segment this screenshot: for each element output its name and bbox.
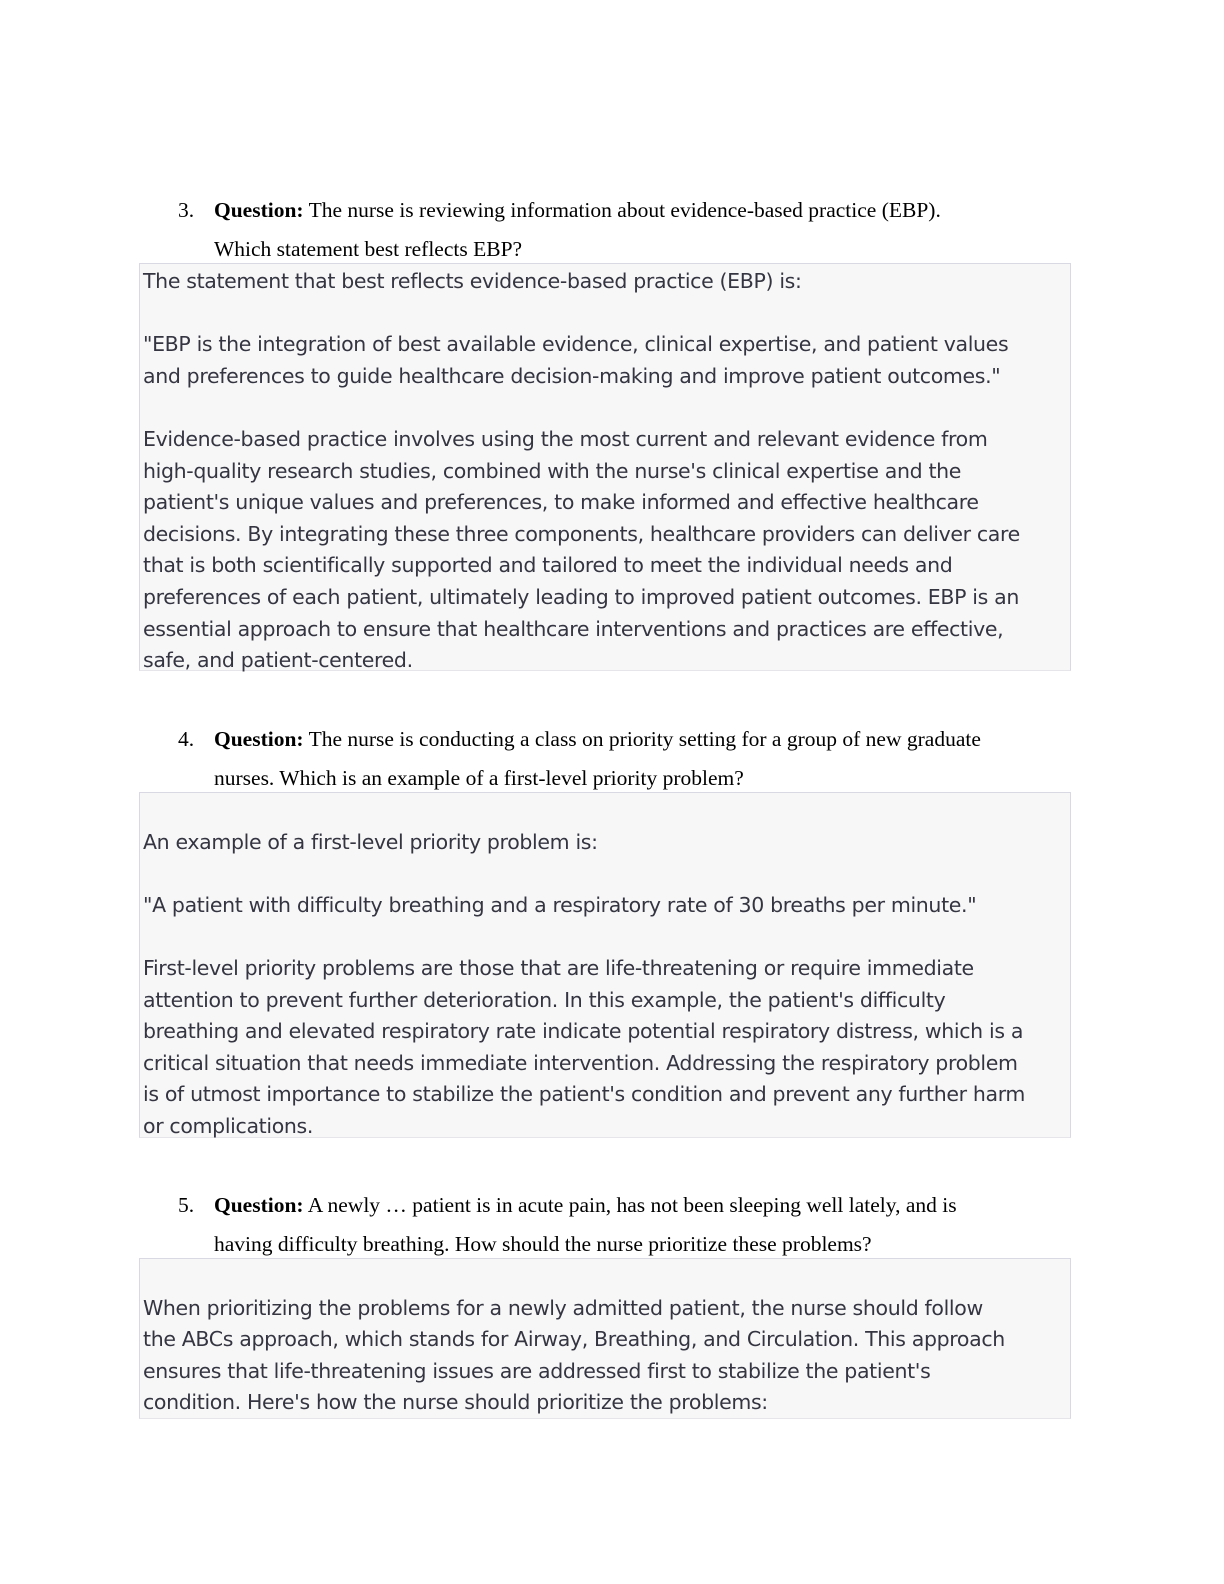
answer-line: When prioritizing the problems for a newly admitted patient, the nurse should follow [143, 1295, 983, 1320]
answer-line: breathing and elevated respiratory rate indicate potential respiratory distress, which is a [143, 1019, 1024, 1044]
answer-box-4 [139, 792, 1071, 1138]
question-text: The nurse is reviewing information about evidence-based practice (EBP). [308, 198, 941, 222]
answer-line: preferences of each patient, ultimately leading to improved patient outcomes. EBP is an [143, 584, 1019, 609]
answer-line: that is both scientifically supported and tailored to meet the individual needs and [143, 553, 953, 578]
answer-line: the ABCs approach, which stands for Airway, Breathing, and Circulation. This approach [143, 1327, 1005, 1352]
question-number: 5. [178, 1193, 195, 1217]
question-number: 3. [178, 198, 195, 222]
answer-line: An example of a first-level priority problem is: [143, 829, 598, 854]
answer-line: "EBP is the integration of best available evidence, clinical expertise, and patient values [143, 332, 1009, 357]
question-3 [178, 191, 1078, 269]
answer-line: high-quality research studies, combined with the nurse's clinical expertise and the [143, 458, 962, 483]
answer-line: critical situation that needs immediate intervention. Addressing the respiratory problem [143, 1050, 1018, 1075]
answer-line: or complications. [143, 1113, 314, 1138]
question-text: A newly … patient is in acute pain, has not been sleeping well lately, and is [307, 1193, 957, 1217]
question-label: Question: [214, 727, 304, 751]
answer-line: First-level priority problems are those that are life-threatening or require immediate [143, 955, 974, 980]
answer-box-5 [139, 1258, 1071, 1419]
question-label: Question: [214, 198, 304, 222]
question-text: The nurse is conducting a class on priority setting for a group of new graduate [308, 727, 981, 751]
question-label: Question: [214, 1193, 304, 1217]
answer-line: attention to prevent further deterioration. In this example, the patient's difficulty [143, 987, 946, 1012]
answer-box-3 [139, 263, 1071, 671]
answer-line: is of utmost importance to stabilize the patient's condition and prevent any further harm [143, 1082, 1026, 1107]
question-5 [178, 1186, 1078, 1264]
question-number: 4. [178, 727, 195, 751]
answer-line: patient's unique values and preferences, to make informed and effective healthcare [143, 490, 979, 515]
answer-line: essential approach to ensure that healthcare interventions and practices are effective, [143, 616, 1004, 641]
question-4 [178, 720, 1078, 798]
answer-line: ensures that life-threatening issues are addressed first to stabilize the patient's [143, 1358, 931, 1383]
answer-line: condition. Here's how the nurse should prioritize the problems: [143, 1390, 768, 1415]
question-text: Which statement best reflects EBP? [214, 237, 523, 261]
answer-line: decisions. By integrating these three components, healthcare providers can deliver care [143, 521, 1020, 546]
answer-line: "A patient with difficulty breathing and a respiratory rate of 30 breaths per minute." [143, 892, 977, 917]
answer-line: The statement that best reflects evidence-based practice (EBP) is: [143, 269, 802, 293]
answer-line: Evidence-based practice involves using the most current and relevant evidence from [143, 426, 988, 451]
answer-line: safe, and patient-centered. [143, 648, 413, 673]
question-text: nurses. Which is an example of a first-level priority problem? [214, 766, 744, 790]
answer-line: and preferences to guide healthcare decision-making and improve patient outcomes." [143, 363, 1001, 388]
question-text: having difficulty breathing. How should the nurse prioritize these problems? [214, 1232, 872, 1256]
